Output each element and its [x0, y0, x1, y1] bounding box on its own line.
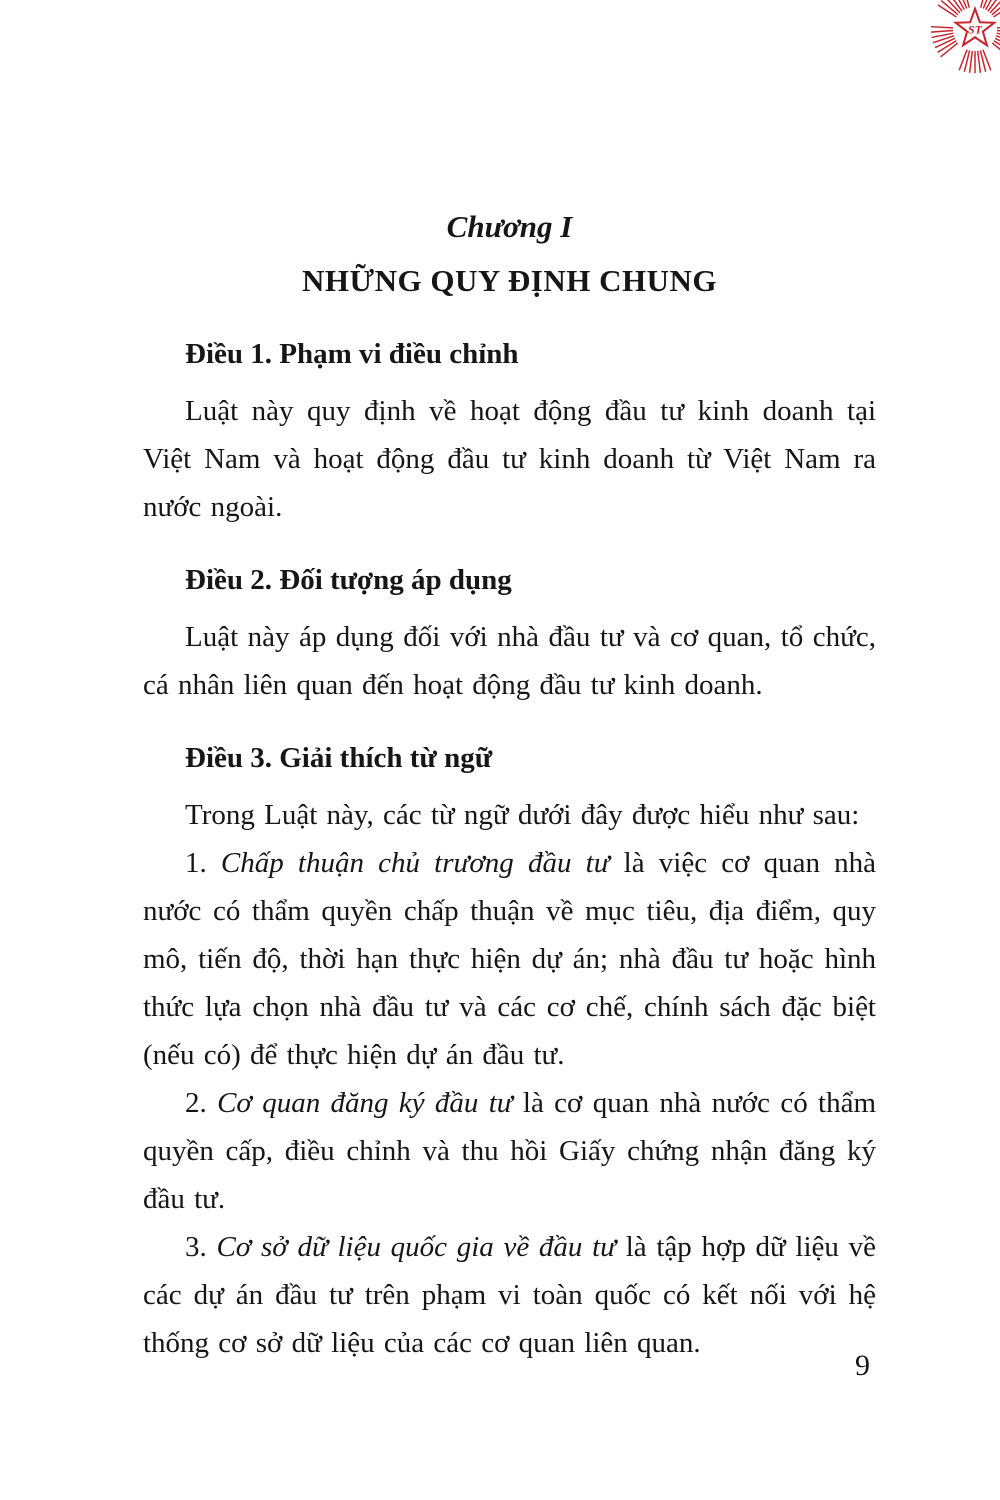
chapter-label: Chương I [446, 209, 573, 244]
publisher-starburst-logo-icon [929, 0, 1000, 75]
definition-1-term: Chấp thuận chủ trương đầu tư [220, 847, 610, 879]
article-2-body: Luật này áp dụng đối với nhà đầu tư và cơ quan, tổ chức, cá nhân liên quan đến hoạt động đầu tư kinh doanh. [143, 621, 876, 701]
definition-2-text: là cơ quan nhà nước có thẩm quyền cấp, điều chỉnh và thu hồi Giấy chứng nhận đăng ký đầu tư. [143, 1087, 877, 1215]
logo-monogram: ST [968, 22, 982, 37]
definition-1-number: 1. [185, 847, 221, 879]
definition-item-2 [143, 1079, 876, 1223]
definition-1-text: là việc cơ quan nhà nước có thẩm quyền chấp thuận về mục tiêu, địa điểm, quy mô, tiến độ, thời hạn thực hiện dự án; nhà đầu tư hoặc hình thức lựa chọn nhà đầu tư và các cơ chế, chính sách đặc biệt (nếu có) để thực hiện dự án đầu tư. [143, 847, 876, 1071]
definition-item-1 [143, 839, 876, 1079]
page-number: 9 [855, 1349, 870, 1382]
article-1-body: Luật này quy định về hoạt động đầu tư kinh doanh tại Việt Nam và hoạt động đầu tư kinh doanh từ Việt Nam ra nước ngoài. [143, 395, 876, 523]
definition-3-number: 3. [185, 1231, 217, 1263]
article-3-intro: Trong Luật này, các từ ngữ dưới đây được hiểu như sau: [185, 799, 860, 831]
article-2-heading: Điều 2. Đối tượng áp dụng [185, 564, 512, 596]
article-3-heading: Điều 3. Giải thích từ ngữ [185, 742, 493, 774]
definition-2-term: Cơ quan đăng ký đầu tư [217, 1087, 513, 1119]
article-1-heading: Điều 1. Phạm vi điều chỉnh [185, 338, 519, 370]
definition-3-term: Cơ sở dữ liệu quốc gia về đầu tư [216, 1231, 617, 1263]
definition-3-text: là tập hợp dữ liệu về các dự án đầu tư trên phạm vi toàn quốc có kết nối với hệ thống cơ sở dữ liệu của các cơ quan liên quan. [143, 1231, 876, 1359]
definition-item-3 [143, 1223, 876, 1367]
chapter-title: NHỮNG QUY ĐỊNH CHUNG [302, 263, 717, 298]
definition-2-number: 2. [185, 1087, 218, 1119]
